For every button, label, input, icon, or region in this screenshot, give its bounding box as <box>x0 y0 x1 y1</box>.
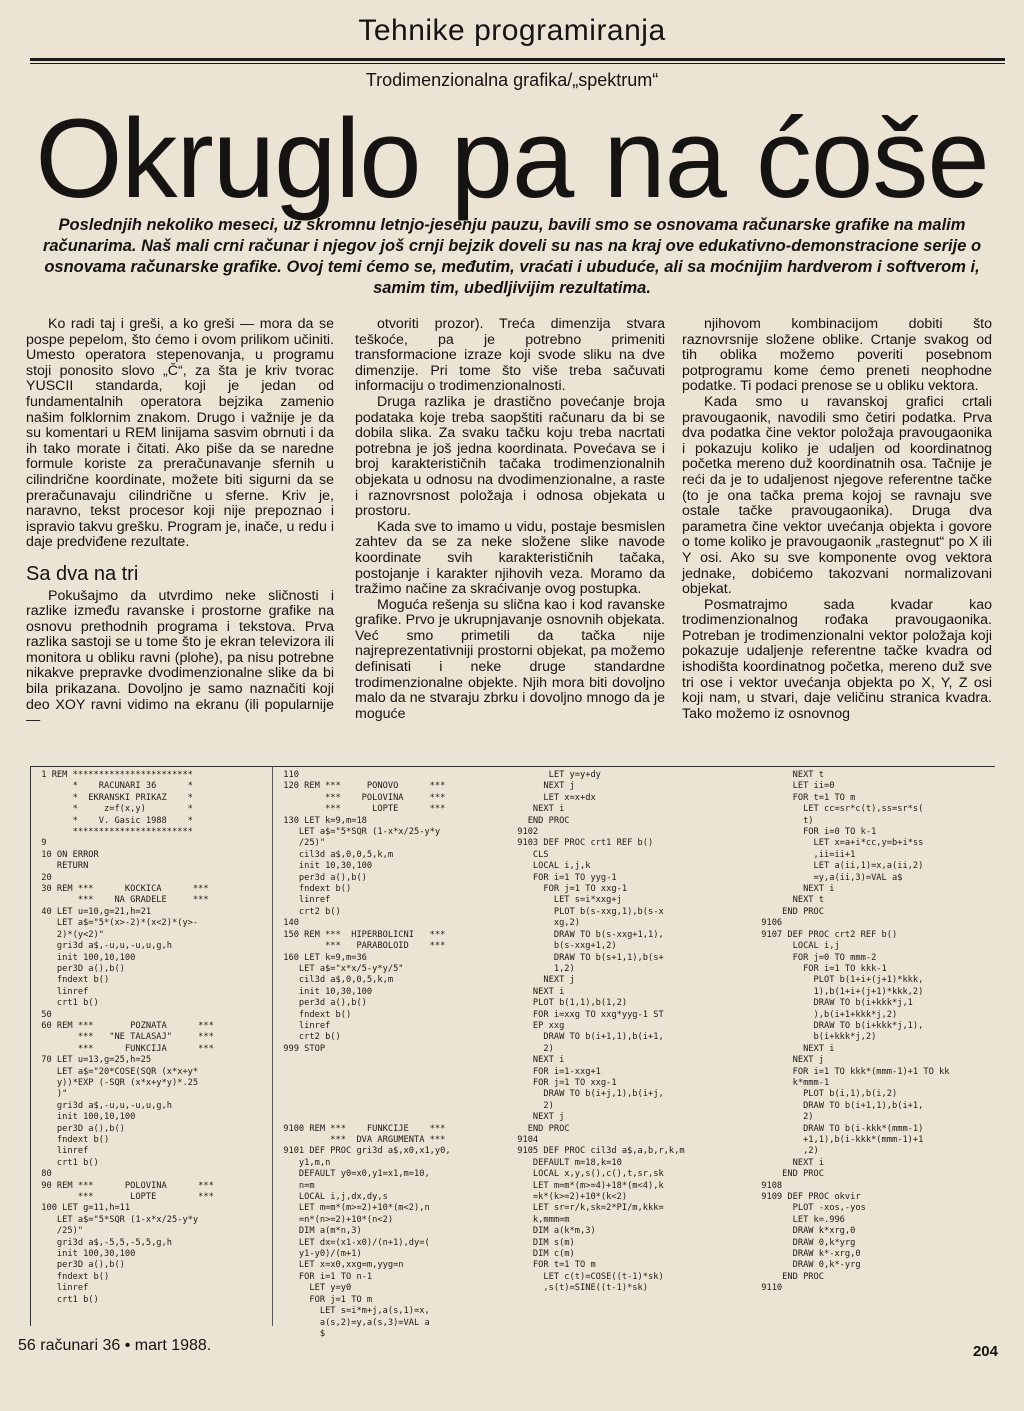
code-listing-3: LET y=y+dy NEXT j LET x=x+dx NEXT i END PROC 9102 9103 DEF PROC crt1 REF b() CLS LOCAL i,j,k FOR i=1 TO yyg-1 FOR j=1 TO xxg-1 LET s=i*xxg+j PLOT b(s-xxg,1),b(s-x xg,2) DRAW TO b(s-xxg+1,1), b(s-xxg+1,2) DRAW TO b(s+1,1),b(s+ 1,2) NEXT j NEXT i PLOT b(1,1),b(1,2) FOR i=xxg TO xxg*yyg-1 ST EP xxg DRAW TO b(i+1,1),b(i+1, 2) NEXT i FOR i=1-xxg+1 FOR j=1 TO xxg-1 DRAW TO b(i+j,1),b(i+j, 2) NEXT j END PROC 9104 9105 DEF PROC cil3d a$,a,b,r,k,m DEFAULT m=18,k=10 LOCAL x,y,s(),c(),t,sr,sk LET m=m*(m>=4)+18*(m<4),k =k*(k>=2)+10*(k<2) LET sr=r/k,sk=2*PI/m,kkk= k,mmm=m DIM a(k*m,3) DIM s(m) DIM c(m) FOR t=1 TO m LET c(t)=COSE((t-1)*sk) ,s(t)=SINE((t-1)*sk) <box>517 770 685 1294</box>
paragraph: Pokušajmo da utvrdimo neke sličnosti i razlike između ravanske i prostorne grafike na osnovu prethodnih programa i tekstova. Prva razlika sastoji se u tome što je ekran televizora ili monitora u obliku ravni (plohe), pa nisu potrebne nikakve prepravke dvodimenzionalne slike da bi bila prikazana. Dovoljno je samo naznačiti koji deo XOY ravni vidimo na ekranu (ili popularnije — <box>26 587 334 729</box>
paragraph: Posmatrajmo sada kvadar kao trodimenzionalnog rođaka pravougaonika. Potreban je trodimenzionalni vektor položaja koji pokazuje udaljenje referentne tačke kvadra od ishodišta koordinatnog početka, mereno duž sve tri ose i vektor uvećanja objekta po X, Y, Z osi koji nam, u stvari, daje veličinu stranica kvadra. Tako možemo iz osnovnog <box>682 596 992 722</box>
header-rule <box>30 58 1005 61</box>
listing-divider <box>272 766 273 1326</box>
code-listing-2: 110 120 REM *** PONOVO *** *** POLOVINA *** *** LOPTE *** 130 LET k=9,m=18 LET a$="5*SQR (1-x*x/25-y*y /25)" cil3d a$,0,0,5,k,m init 10,30,100 per3d a(),b() fndext b() linref crt2 b() 140 150 REM *** HIPERBOLICNI *** *** PARABOLOID *** 160 LET k=9,m=36 LET a$="x*x/5-y*y/5" cil3d a$,0,0,5,k,m init 10,30,100 per3d a(),b() fndext b() linref crt2 b() 999 STOP 9100 REM *** FUNKCIJE *** *** DVA ARGUMENTA *** 9101 DEF PROC gri3d a$,x0,x1,y0, y1,m,n DEFAULT y0=x0,y1=x1,m=10, n=m LOCAL i,j,dx,dy,s LET m=m*(m>=2)+10*(m<2),n =n*(n>=2)+10*(n<2) DIM a(m*n,3) LET dx=(x1-x0)/(n+1),dy=( y1-y0)/(m+1) LET x=x0,xxg=m,yyg=n FOR i=1 TO n-1 LET y=y0 FOR j=1 TO m LET s=i*m+j,a(s,1)=x, a(s,2)=y,a(s,3)=VAL a $ <box>283 770 451 1339</box>
paragraph: Kada sve to imamo u vidu, postaje besmislen zahtev da se za neke složene slike navode koordinate svih karakterističnih tačaka, postojanje i karakter njihovih veza. Moramo da tražimo načine za skraćivanje ovog postupka. <box>355 518 665 598</box>
listing-left-rule <box>30 766 31 1326</box>
listing-top-rule <box>30 766 995 767</box>
paragraph: Moguća rešenja su slična kao i kod ravanske grafike. Prvo je ukrupnjavanje osnovnih objekata. Već smo primetili da tačka nije najreprezentativniji prostorni objekat, pa možemo definisati i neke druge standardne trodimenzionalne objekte. Njih mora biti dovoljno malo da ne stvaraju zbrku i dovoljno mnogo da je moguće <box>355 596 665 722</box>
article-lead: Poslednjih nekoliko meseci, uz skromnu letnjo-jesenju pauzu, bavili smo se osnovama računarske grafike na malim računarima. Naš mali crni računar i njegov još crnji bejzik doveli su nas na kraj ove edukativno-demonstracione serije o osnovama računarske grafike. Ovoj temi ćemo se, međutim, vraćati i ubuduće, ali sa moćnijim hardverom i softverom i, samim tim, ubedljivijim rezultatima. <box>42 216 982 297</box>
section-title: Tehnike programiranja <box>358 14 666 47</box>
text-column-3 <box>682 317 992 722</box>
paragraph: Ko radi taj i greši, a ko greši — mora da se pospe pepelom, što ćemo i ovom prilikom učiniti. Umesto operatora stepenovanja, u programu stoji ponosito slovo „Č“, za šta je kriv tvorac YUSCII standarda, koji je jedan od fundamentalnih operatora bejzika zamenio našim folklornim znakom. Drugo i važnije je da su komentari u REM linijama sasvim obrnuti i da ih tako morate i čitati. Ako piše da se naredne formule koriste za preračunavanje sfernih u cilindrične koordinate, možete biti sigurni da se preračunavaju cilindrične u sferne. Kriv je, naravno, tekst procesor koji nije prepoznao i ispravio takvu grešku. Program je, inače, u redu i daje predviđene rezultate. <box>26 316 334 551</box>
article-headline: Okruglo pa na ćoše <box>35 96 989 221</box>
page-number: 204 <box>972 1343 998 1360</box>
paragraph: Kada smo u ravanskoj grafici crtali pravougaonik, navodili smo četiri podatka. Prva dva podatka čine vektor položaja pravougaonika i pokazuju koliko je udaljen od koordinatnog početka mereno duž koordinatnih osa. Tačnije je reći da je to udaljenost njegove referentne tačke (to je ona tačka prema kojoj se ravnaju sve ostale tačke pravougaonika). Druga dva parametra čine vektor uvećanja objekta i govore o tome koliko je pravougaonik „rastegnut“ po X ili Y osi. Ako su sve komponente ovog vektora jednake, dobićemo takozvani normalizovani objekat. <box>682 393 992 598</box>
paragraph: njihovom kombinacijom dobiti što raznovrsnije složene oblike. Crtanje svakog od tih oblika možemo poveriti posebnom potprogramu kome ćemo preneti neophodne podatke. Ti podaci prenose se u obliku vektora. <box>682 316 992 395</box>
header-rule-thin <box>30 63 1005 64</box>
article-kicker: Trodimenzionalna grafika/„spektrum“ <box>365 70 659 90</box>
paragraph: Druga razlika je drastično povećanje broja podataka koje treba saopštiti računaru da bi se dobila slika. Za svaku tačku koju treba nacrtati potrebna je još jedna koordinata. Povećava se i broj karakterističnih tačaka trodimenzionalnih objekata u odnosu na dvodimenzionalne, a raste i raznovrsnost položaja i odnosa objekata u prostoru. <box>355 393 665 520</box>
code-listing-4: NEXT t LET ii=0 FOR t=1 TO m LET cc=sr*c(t),ss=sr*s( t) FOR i=0 TO k-1 LET x=a+i*cc,y=b+i*ss ,ii=ii+1 LET a(ii,1)=x,a(ii,2) =y,a(ii,3)=VAL a$ NEXT i NEXT t END PROC 9106 9107 DEF PROC crt2 REF b() LOCAL i,j FOR j=0 TO mmm-2 FOR i=1 TO kkk-1 PLOT b(1+i+(j+1)*kkk, 1),b(1+i+(j+1)*kkk,2) DRAW TO b(i+kkk*j,1 ),b(i+1+kkk*j,2) DRAW TO b(i+kkk*j,1), b(i+kkk*j,2) NEXT i NEXT j FOR i=1 TO kkk*(mmm-1)+1 TO kk k*mmm-1 PLOT b(i,1),b(i,2) DRAW TO b(i+1,1),b(i+1, 2) DRAW TO b(i-kkk*(mmm-1) +1,1),b(i-kkk*(mmm-1)+1 ,2) NEXT i END PROC 9108 9109 DEF PROC okvir PLOT -xos,-yos LET k=.996 DRAW k*xrg,0 DRAW 0,k*yrg DRAW k*-xrg,0 DRAW 0,k*-yrg END PROC 9110 <box>761 770 950 1294</box>
subheading: Sa dva na tri <box>26 562 139 585</box>
code-listing-1: 1 REM *********************** * RACUNARI 36 * * EKRANSKI PRIKAZ * * z=f(x,y) * * V. Gasic 1988 * *********************** 9 10 ON ERROR RETURN 20 30 REM *** KOCKICA *** *** NA GRADELE *** 40 LET u=10,g=21,h=21 LET a$="5*(x>-2)*(x<2)*(y>- 2)*(y<2)" gri3d a$,-u,u,-u,u,g,h init 100,10,100 per3D a(),b() fndext b() linref crt1 b() 50 60 REM *** POZNATA *** *** "NE TALASAJ" *** *** FUNKCIJA *** 70 LET u=13,g=25,h=25 LET a$="20*COSE(SQR (x*x+y* y))*EXP (-SQR (x*x+y*y)*.25 )" gri3d a$,-u,u,-u,u,g,h init 100,10,100 per3D a(),b() fndext b() linref crt1 b() 80 90 REM *** POLOVINA *** *** LOPTE *** 100 LET g=11,h=11 LET a$="5*SQR (1-x*x/25-y*y /25)" gri3d a$,-5,5,-5,5,g,h init 100,30,100 per3D a(),b() fndext b() linref crt1 b() <box>41 770 214 1305</box>
text-column-1 <box>26 317 334 729</box>
page-footer: 56 računari 36 • mart 1988. <box>18 1337 212 1354</box>
text-column-2 <box>355 317 665 722</box>
paragraph: otvoriti prozor). Treća dimenzija stvara teškoće, pa je potrebno primeniti transformacione izraze koji svode sliku na dve dimenzije. Pri tome što više treba sačuvati informaciju o trodimenzionalnosti. <box>355 316 665 395</box>
